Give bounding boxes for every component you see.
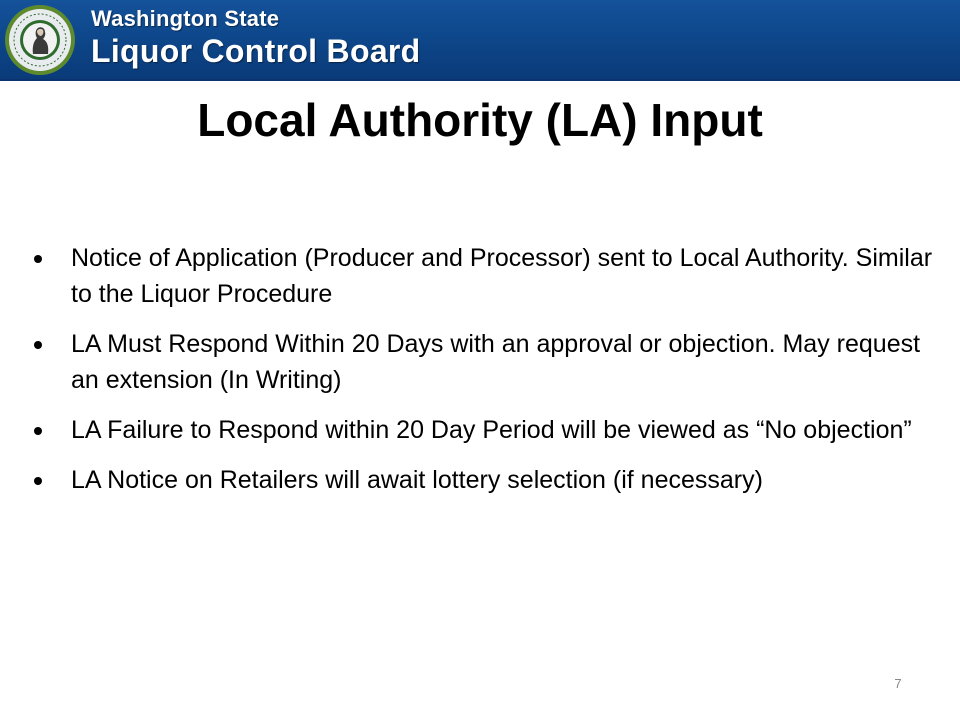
- bullet-text: LA Notice on Retailers will await lottery selection (if necessary): [71, 466, 763, 494]
- bullet-text: LA Must Respond Within 20 Days with an approval or objection. May request an extension (In Writing): [71, 330, 921, 394]
- bullet-dot-icon: [34, 255, 42, 263]
- header-banner: [0, 0, 960, 79]
- slide-title: Local Authority (LA) Input: [197, 94, 763, 146]
- bullet-list: [34, 240, 934, 512]
- bullet-item: [34, 462, 934, 498]
- bullet-item: [34, 326, 934, 398]
- agency-name-line1: Washington State: [91, 6, 280, 31]
- bullet-dot-icon: [34, 427, 42, 435]
- agency-name-line2: Liquor Control Board: [91, 33, 421, 69]
- bullet-dot-icon: [34, 477, 42, 485]
- page-number: 7: [894, 676, 902, 691]
- washington-state-seal-icon: [4, 4, 76, 76]
- bullet-dot-icon: [34, 341, 42, 349]
- bullet-item: [34, 240, 934, 312]
- bullet-text: LA Failure to Respond within 20 Day Period will be viewed as “No objection”: [71, 416, 912, 444]
- header-divider: [0, 79, 960, 81]
- bullet-item: [34, 412, 934, 448]
- bullet-text: Notice of Application (Producer and Processor) sent to Local Authority. Similar to the Liquor Procedure: [71, 244, 933, 308]
